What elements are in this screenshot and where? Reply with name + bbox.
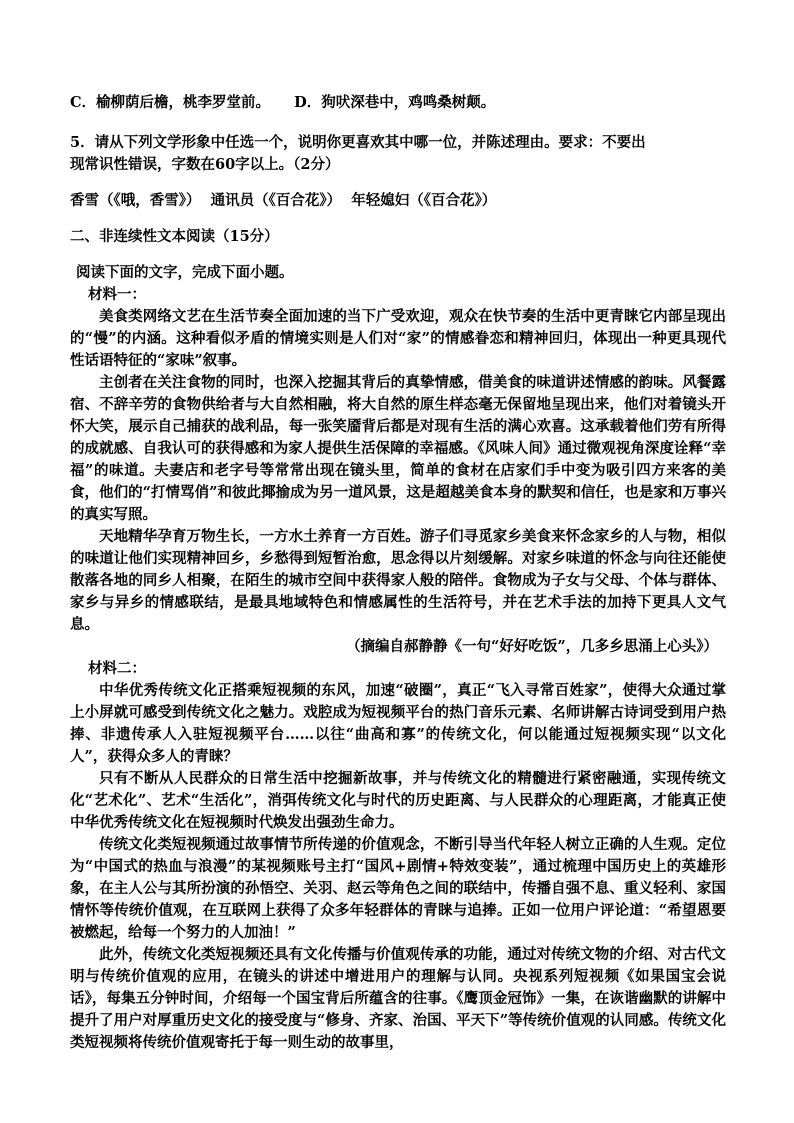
option-c: C．榆柳荫后檐，桃李罗堂前。 <box>70 94 271 111</box>
material2-paragraph-4: 此外，传统文化类短视频还具有文化传播与价值观传承的功能，通过对传统文物的介绍、对古代文明与传统价值观的应用，在镜头的讲述中增进用户的理解与认同。央视系列短视频《如果国宝会说话》，每集五分钟时间，介绍每一个国宝背后所蕴含的往事。《鹰顶金冠饰》一集，在诙谐幽默的讲解中提升了用户对厚重历史文化的接受度与“修身、齐家、治国、平天下”等传统价值观的认同感。传统文化类短视频将传统价值观寄托于每一则生动的故事里， <box>70 946 726 1051</box>
section2-heading: 二、非连续性文本阅读（15分） <box>70 228 279 245</box>
material1-source: （摘编自郝静静《一句“好好吃饭”，几多乡思涌上心头》） <box>346 638 718 655</box>
material2-label: 材料二： <box>88 660 146 677</box>
material1-label: 材料一： <box>88 286 146 303</box>
material2-paragraph-2: 只有不断从人民群众的日常生活中挖掘新故事，并与传统文化的精髓进行紧密融通，实现传统文化“艺术化”、艺术“生活化”，消弭传统文化与时代的历史距离、与人民群众的心理距离，才能真正使中华优秀传统文化在短视频时代焕发出强劲生命力。 <box>70 770 726 831</box>
reading-instruction: 阅读下面的文字，完成下面小题。 <box>76 264 294 281</box>
question5-choices: 香雪（《哦，香雪》） 通讯员（《百合花》） 年轻媳妇（《百合花》） <box>70 192 497 209</box>
question5-stem-line2: 现常识性错误，字数在60字以上。（2分） <box>70 156 340 173</box>
question5-stem-line1: 5．请从下列文学形象中任选一个，说明你更喜欢其中哪一位，并陈述理由。要求：不要出 <box>70 134 646 151</box>
document-page <box>70 92 726 1054</box>
material1-paragraph-2: 主创者在关注食物的同时，也深入挖掘其背后的真挚情感，借美食的味道讲述情感的韵味。风餐露宿、不辞辛劳的食物供给者与大自然相融，将大自然的原生样态毫无保留地呈现出来，他们对着镜头开怀大笑，展示自己捕获的战利品，每一张笑靥背后都是对现有生活的满心欢喜。这承载着他们劳有所得的成就感、自我认可的获得感和为家人提供生活保障的幸福感。《风味人间》通过微观视角深度诠释“幸福”的味道。夫妻店和老字号等常常出现在镜头里，简单的食材在店家们手中变为吸引四方来客的美食，他们的“打情骂俏”和彼此揶揄成为另一道风景，这是超越美食本身的默契和信任，也是家和万事兴的真实写照。 <box>70 374 726 523</box>
question4-options <box>70 92 726 114</box>
material1-paragraph-1: 美食类网络文艺在生活节奏全面加速的当下广受欢迎，观众在快节奏的生活中更青睐它内部呈现出的“慢”的内涵。这种看似矛盾的情境实则是人们对“家”的情感眷恋和精神回归，体现出一种更具现代性话语特征的“家味”叙事。 <box>70 308 726 369</box>
material2-paragraph-3: 传统文化类短视频通过故事情节所传递的价值观念，不断引导当代年轻人树立正确的人生观。定位为“中国式的热血与浪漫”的某视频账号主打“国风+剧情+特效变装”，通过梳理中国历史上的英雄形象，在主人公与其所扮演的孙悟空、关羽、赵云等角色之间的联结中，传播自强不息、重义轻利、家国情怀等传统价值观，在互联网上获得了众多年轻群体的青睐与追捧。正如一位用户评论道：“希望恩要被燃起，给每一个努力的人加油！” <box>70 836 726 941</box>
material2-paragraph-1: 中华优秀传统文化正搭乘短视频的东风，加速“破圈”，真正“飞入寻常百姓家”，使得大众通过掌上小屏就可感受到传统文化之魅力。戏腔成为短视频平台的热门音乐元素、名师讲解古诗词受到用户热捧、非遗传承人入驻短视频平台……以往“曲高和寡”的传统文化，何以能通过短视频实现“以文化人”，获得众多人的青睐？ <box>70 682 726 765</box>
material1-paragraph-3: 天地精华孕育万物生长，一方水土养育一方百姓。游子们寻觅家乡美食来怀念家乡的人与物，相似的味道让他们实现精神回乡，乡愁得到短暂治愈，思念得以片刻缓解。对家乡味道的怀念与向往还能使散落各地的同乡人相聚，在陌生的城市空间中获得家人般的陪伴。食物成为子女与父母、个体与群体、家乡与异乡的情感联结，是最具地域特色和情感属性的生活符号，并在艺术手法的加持下更具人文气息。 <box>70 528 726 633</box>
option-d: D．狗吠深巷中，鸡鸣桑树颠。 <box>294 94 496 111</box>
